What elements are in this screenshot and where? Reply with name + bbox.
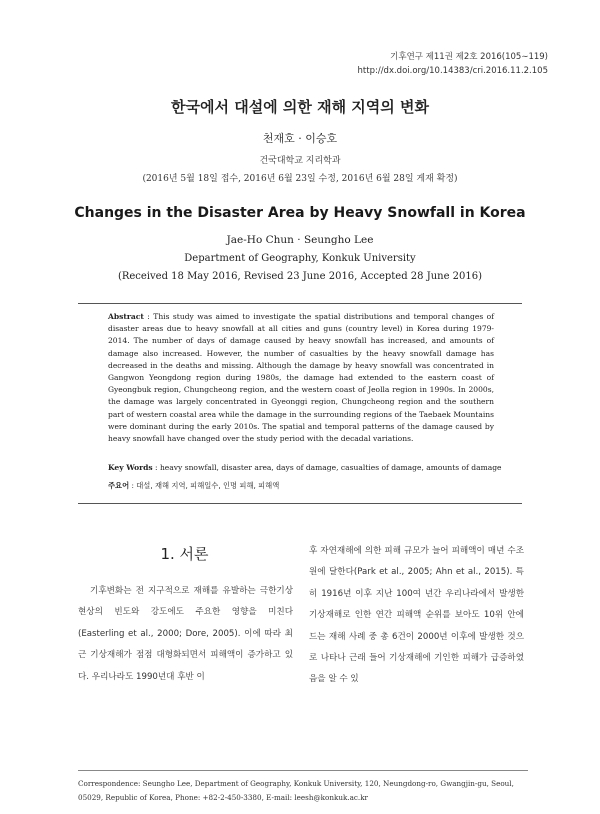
- korean-authors: 천재호 · 이승호: [262, 132, 338, 145]
- key-words: [108, 462, 508, 474]
- journal-citation: 기후연구 제11권 제2호 2016(105∼119): [390, 52, 548, 62]
- abstract-label: Abstract: [108, 312, 144, 321]
- korean-key-words-label: 주요어: [108, 481, 130, 490]
- english-title: Changes in the Disaster Area by Heavy Snowfall in Korea: [74, 205, 526, 221]
- korean-key-words: [108, 480, 508, 492]
- korean-affiliation: 건국대학교 지리학과: [259, 156, 341, 166]
- abstract-top-rule: [78, 303, 522, 304]
- doi-link[interactable]: http://dx.doi.org/10.14383/cri.2016.11.2.105: [357, 66, 548, 76]
- footnote-rule: [78, 770, 528, 771]
- english-received-dates: (Received 18 May 2016, Revised 23 June 2016, Accepted 28 June 2016): [117, 271, 483, 282]
- english-authors: Jae-Ho Chun · Seungho Lee: [226, 234, 374, 246]
- korean-received-dates: (2016년 5월 18일 접수, 2016년 6월 23일 수정, 2016년 6월 28일 게재 확정): [142, 174, 458, 184]
- abstract-bottom-rule: [78, 503, 522, 504]
- english-affiliation: Department of Geography, Konkuk University: [184, 253, 416, 264]
- key-words-text: : heavy snowfall, disaster area, days of damage, casualties of damage, amounts of damage: [152, 463, 502, 472]
- korean-key-words-text: : 대설, 재해 지역, 피해일수, 인명 피해, 피해액: [129, 481, 280, 490]
- key-words-label: Key Words: [108, 463, 153, 472]
- abstract: [108, 311, 494, 445]
- correspondence-footnote: Correspondence: Seungho Lee, Department of Geography, Konkuk University, 120, Neungdong-ro, Gwangjin-gu, Seoul, 05029, Republic of Korea, Phone: +82-2-450-3380, E-mail: leesh@konkuk.ac.kr: [78, 779, 514, 802]
- body-column-right: 후 자연재해에 의한 피해 규모가 늘어 피해액이 매년 수조원에 달한다(Park et al., 2005; Ahn et al., 2015). 특히 1916년 이후 지난 100여 년간 우리나라에서 발생한 기상재해로 인한 연간 피해액 순위를 보아도 10위 안에 드는 재해 사례 중 총 6건이 2000년 이후에 발생한 것으로 나타나 근래 들어 기상재해에 기인한 피해가 급증하였음을 알 수 있: [309, 546, 524, 685]
- korean-title: 한국에서 대설에 의한 재해 지역의 변화: [171, 98, 429, 116]
- journal-header: [358, 50, 548, 78]
- body-column-left: 기후변화는 전 지구적으로 재해를 유발하는 극한기상 현상의 빈도와 강도에도 주요한 영향을 미친다(Easterling et al., 2000; Dore, 2005). 이에 따라 최근 기상재해가 점점 대형화되면서 피해액이 증가하고 있다. 우리나라도 1990년대 후반 이: [78, 586, 293, 682]
- abstract-text: : This study was aimed to investigate the spatial distributions and temporal changes of disaster areas due to heavy snowfall at all cities and guns (country level) in Korea during 1979-2014. The number of days of damage caused by heavy snowfall has increased, and amounts of damage also increased. However, the number of casualties by the heavy snowfall damage has decreased in the deaths and missing. Although the damage by heavy snowfall was concentrated in Gangwon Yeongdong region during 1980s, the damage had extended to the eastern coast of Gyeongbuk region, Chungcheong region, and the western coast of Jeolla region in 1990s. In 2000s, the damage was largely concentrated in Gyeonggi region, Chungcheong region and the southern part of western coastal area while the damage in the surrounding regions of the Taebaek Mountains were dominant during the early 2010s. The spatial and temporal patterns of the damage caused by heavy snowfall have changed over the study period with the decadal variations.: [108, 312, 494, 444]
- section-heading-introduction: 1. 서론: [160, 545, 209, 563]
